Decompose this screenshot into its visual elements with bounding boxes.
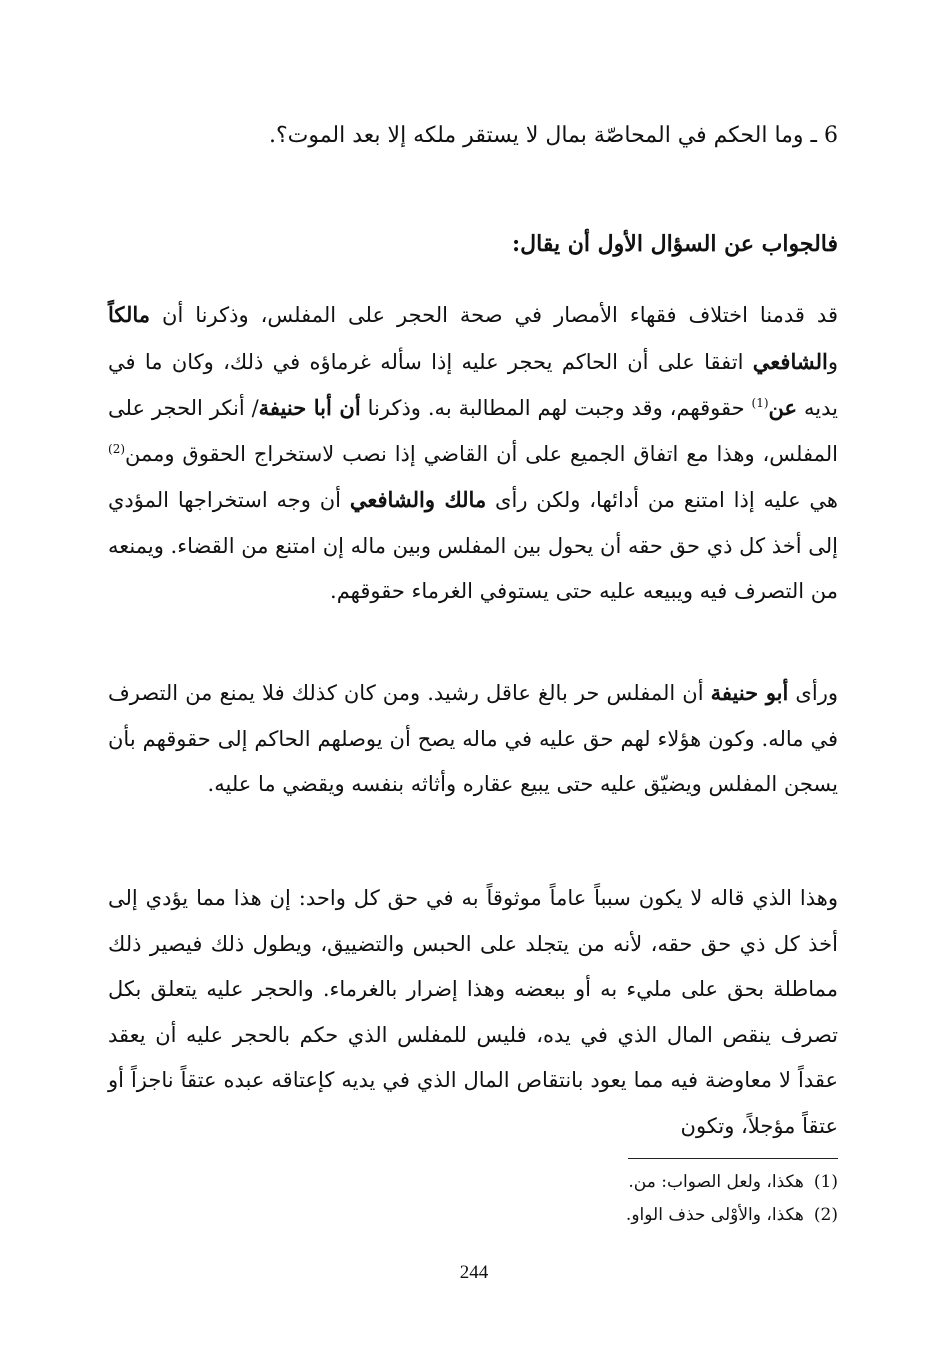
footnote-1 [108,1166,838,1199]
name-abu-hanifa: أن أبا حنيفة [258,395,361,420]
question-six: 6 ـ وما الحكم في المحاصّة بمال لا يستقر ملكه إلا بعد الموت؟. [268,123,838,148]
paragraph-3: وهذا الذي قاله لا يكون سبباً عاماً موثوقاً به في حق كل واحد: إن هذا مما يؤدي إلى أخذ كل ذي حق حقه، لأنه من يتجلد على الحبس والتضييق، ويطول ذلك فيصير ذلك مماطلة بحق على مليء به أو ببعضه وهذا إضرار بالغرماء. والحجر عليه يتعلق بكل تصرف ينقص المال الذي في يده، فليس للمفلس الذي حكم بالحجر عليه أن يعقد عقداً لا معاوضة فيه مما يعود بانتقاص المال الذي في يديه كإعتاقه عبده عتقاً ناجزاً أو عتقاً مؤجلاً، وتكون [108,886,838,1138]
text-run: أن وجه استخراجها المؤدي إلى أخذ كل ذي حق حقه أن يحول بين المفلس وبين ماله إن امتنع من القضاء. ويمنعه من التصرف فيه ويبيعه عليه حتى يستوفي الغرماء حقوقهم. [108,488,838,603]
text-run: اتفقا على أن الحاكم يحجر عليه إذا سأله غرماؤه في ذلك، وكان ما في يديه [108,349,838,420]
name-shafii: الشافعي [752,348,828,374]
text-run: هي عليه إذا امتنع من أدائها، ولكن رأى [486,488,839,512]
footnote-number: (1) [813,1172,838,1192]
footnote-2 [108,1199,838,1232]
text-run: ورأى [788,681,838,705]
text-run: أن المفلس حر بالغ عاقل رشيد. ومن كان كذلك فلا يمنع من التصرف في ماله. وكون هؤلاء لهم حق عليه في ماله يصح أن يوصلهم الحاكم إلى حقوقهم بأن يسجن المفلس ويضيّق عليه حتى يبيع عقاره وأثاثه بنفسه ويقضي ما عليه. [108,681,838,796]
page-number: 244 [459,1262,489,1283]
answer-heading: فالجواب عن السؤال الأول أن يقال: [512,231,838,257]
text-run: / أنكر الحجر على المفلس، وهذا مع اتفاق الجميع على أن القاضي إذا نصب لاستخراج الحقوق وممن [108,396,838,466]
footnote-ref-1: (1) [751,396,769,410]
footnote-ref-2: (2) [108,441,126,456]
footnote-text: هكذا، ولعل الصواب: من. [628,1172,804,1192]
footnote-text: هكذا، والأوْلى حذف الواو. [625,1205,804,1225]
bold-word: عن [768,395,798,420]
text-run: حقوقهم، وقد وجبت لهم المطالبة به. وذكرنا [360,396,752,420]
footnote-divider [628,1158,838,1159]
paragraph-2 [108,670,838,808]
name-abu-hanifa: أبو حنيفة [710,680,789,705]
text-run: قد قدمنا اختلاف فقهاء الأمصار في صحة الحجر على المفلس، وذكرنا أن [150,303,838,327]
footnotes [108,1166,838,1232]
name-malik: مالكاً [108,302,151,327]
name-malik-shafii: مالك والشافعي [349,487,487,512]
footnote-number: (2) [813,1205,838,1225]
text-run: و [827,349,838,374]
paragraph-1 [108,292,838,615]
